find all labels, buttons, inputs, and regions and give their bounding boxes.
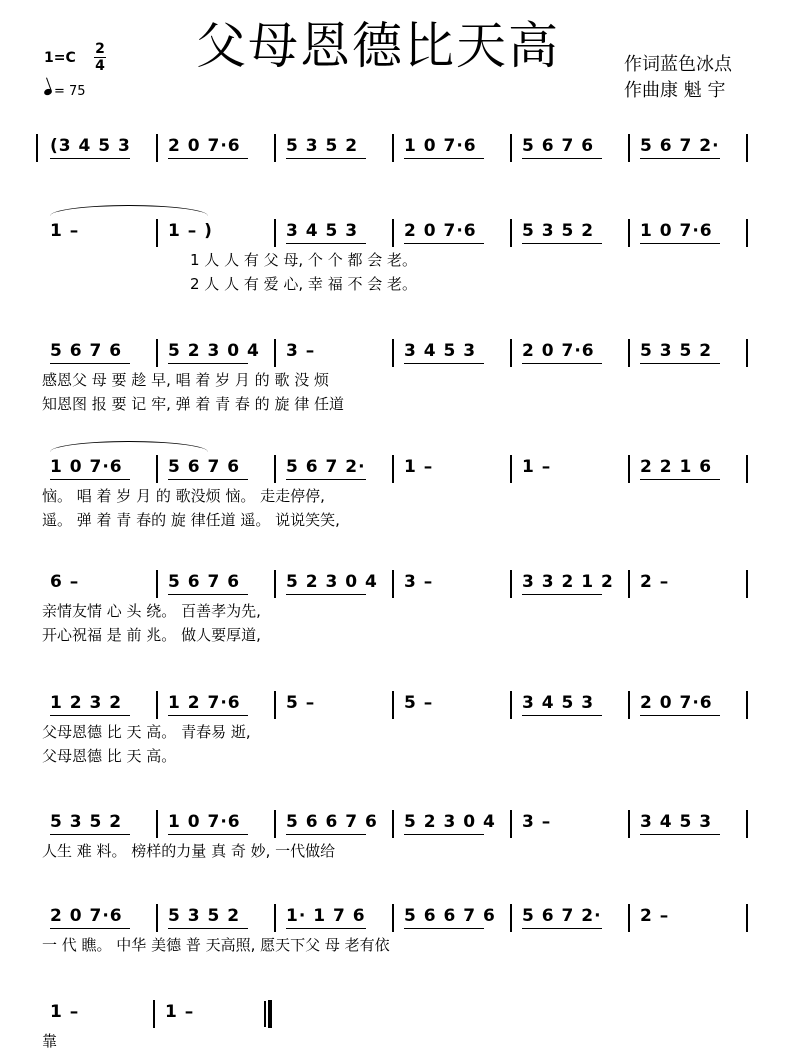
- measure-notes: 1 – ): [168, 221, 213, 241]
- beam-underline: [286, 834, 366, 835]
- lyric-line: 恼。 唱 着 岁 月 的 歌没烦 恼。 走走停停,: [42, 487, 325, 505]
- bar-line: [628, 570, 630, 598]
- beam-underline: [404, 834, 484, 835]
- lyric-line: 靠: [42, 1032, 58, 1050]
- staff-row: [0, 810, 793, 860]
- staff-row: [0, 691, 793, 765]
- measure-notes: 2 0 7·6: [50, 906, 123, 926]
- beam-underline: [522, 715, 602, 716]
- measure-notes: 5 6 7 6: [168, 572, 241, 592]
- bar-line: [36, 134, 38, 162]
- staff-row: [0, 570, 793, 644]
- time-signature: [94, 42, 106, 73]
- measure-notes: 2 0 7·6: [404, 221, 477, 241]
- beam-underline: [522, 158, 602, 159]
- bar-line: [510, 455, 512, 483]
- beam-underline: [286, 158, 366, 159]
- bar-line: [510, 134, 512, 162]
- measure-notes: 5 6 6 7 6: [286, 812, 378, 832]
- lyric-line: 1 人 人 有 父 母, 个 个 都 会 老。: [190, 251, 417, 269]
- bar-line: [274, 219, 276, 247]
- measure-notes: 1· 1 7 6: [286, 906, 366, 926]
- measure-notes: 3 4 5 3: [286, 221, 359, 241]
- measure-notes: 3 4 5 3: [640, 812, 713, 832]
- bar-line: [274, 339, 276, 367]
- bar-line: [274, 810, 276, 838]
- staff-row: [0, 219, 793, 293]
- bar-line: [746, 339, 748, 367]
- bar-line: [628, 134, 630, 162]
- bar-line: [392, 339, 394, 367]
- bar-line: [274, 691, 276, 719]
- bar-line: [746, 219, 748, 247]
- beam-underline: [404, 363, 484, 364]
- beam-underline: [286, 594, 366, 595]
- beam-underline: [286, 243, 366, 244]
- bar-line: [392, 810, 394, 838]
- bar-line: [156, 904, 158, 932]
- measure-notes: 1 0 7·6: [168, 812, 241, 832]
- measure-notes: (3 4 5 3: [50, 136, 131, 156]
- bar-line: [746, 904, 748, 932]
- bar-line: [156, 455, 158, 483]
- beam-underline: [522, 243, 602, 244]
- bar-line: [628, 810, 630, 838]
- bar-line: [746, 810, 748, 838]
- bar-line: [628, 691, 630, 719]
- staff-row: [0, 339, 793, 413]
- measure-notes: 1 2 7·6: [168, 693, 241, 713]
- measure-notes: 1 –: [50, 1002, 80, 1022]
- measure-notes: 5 3 5 2: [286, 136, 359, 156]
- beam-underline: [640, 158, 720, 159]
- bar-line: [274, 570, 276, 598]
- staff-row: [0, 134, 793, 164]
- bar-line: [153, 1000, 155, 1028]
- bar-line: [746, 570, 748, 598]
- measure-notes: 5 6 7 2·: [286, 457, 366, 477]
- lyric-line: 亲情友情 心 头 绕。 百善孝为先,: [42, 602, 261, 620]
- quarter-note-icon: [43, 88, 53, 96]
- measure-notes: 1 2 3 2: [50, 693, 123, 713]
- measure-notes: 5 6 6 7 6: [404, 906, 496, 926]
- song-title: 父母恩德比天高: [196, 17, 560, 75]
- beam-underline: [286, 928, 366, 929]
- measure-notes: 5 –: [404, 693, 434, 713]
- bar-line: [392, 570, 394, 598]
- beam-underline: [640, 834, 720, 835]
- measure-notes: 1 0 7·6: [50, 457, 123, 477]
- lyric-line: 人生 难 料。 榜样的力量 真 奇 妙, 一代做给: [42, 842, 336, 860]
- measure-notes: 5 3 5 2: [168, 906, 241, 926]
- beam-underline: [50, 479, 130, 480]
- measure-notes: 1 –: [50, 221, 80, 241]
- measure-notes: 1 0 7·6: [640, 221, 713, 241]
- staff-row: [0, 1000, 793, 1050]
- lyric-line: 感恩父 母 要 趁 早, 唱 着 岁 月 的 歌 没 烦: [42, 371, 329, 389]
- measure-notes: 5 3 5 2: [522, 221, 595, 241]
- beam-underline: [640, 363, 720, 364]
- lyric-line: 遥。 弹 着 青 春的 旋 律任道 遥。 说说笑笑,: [42, 511, 340, 529]
- bar-line: [628, 219, 630, 247]
- staff-row: [0, 455, 793, 529]
- beam-underline: [404, 158, 484, 159]
- bar-line: [156, 691, 158, 719]
- bar-line: [156, 219, 158, 247]
- measure-notes: 5 3 5 2: [50, 812, 123, 832]
- measure-notes: 3 4 5 3: [404, 341, 477, 361]
- beam-underline: [50, 715, 130, 716]
- bar-line: [156, 810, 158, 838]
- bar-line: [510, 810, 512, 838]
- beam-underline: [286, 479, 366, 480]
- composer-credit: 作曲康 魁 宇: [624, 80, 726, 101]
- staff-row: [0, 904, 793, 954]
- bar-line: [156, 134, 158, 162]
- lyric-line: 开心祝福 是 前 兆。 做人要厚道,: [42, 626, 261, 644]
- bar-line: [156, 339, 158, 367]
- bar-line: [510, 219, 512, 247]
- lyric-line: 父母恩德 比 天 高。 青春易 逝,: [42, 723, 251, 741]
- bar-line: [274, 904, 276, 932]
- bar-line: [268, 1000, 272, 1028]
- measure-notes: 2 –: [640, 572, 670, 592]
- measure-notes: 5 6 7 2·: [522, 906, 602, 926]
- measure-notes: 5 2 3 0 4: [404, 812, 496, 832]
- measure-notes: 2 0 7·6: [522, 341, 595, 361]
- bar-line: [274, 455, 276, 483]
- measure-notes: 3 –: [522, 812, 552, 832]
- measure-notes: 5 6 7 2·: [640, 136, 720, 156]
- measure-notes: 3 4 5 3: [522, 693, 595, 713]
- measure-notes: 5 6 7 6: [168, 457, 241, 477]
- beam-underline: [168, 479, 248, 480]
- measure-notes: 5 2 3 0 4: [168, 341, 260, 361]
- bar-line: [510, 339, 512, 367]
- measure-notes: 1 –: [522, 457, 552, 477]
- bar-line: [746, 134, 748, 162]
- bar-line: [392, 455, 394, 483]
- beam-underline: [50, 158, 130, 159]
- measure-notes: 3 3 2 1 2: [522, 572, 614, 592]
- measure-notes: 2 0 7·6: [640, 693, 713, 713]
- lyricist-credit: 作词蓝色冰点: [624, 54, 732, 75]
- time-signature-bottom: 4: [95, 58, 105, 74]
- measure-notes: 1 –: [165, 1002, 195, 1022]
- measure-notes: 2 0 7·6: [168, 136, 241, 156]
- beam-underline: [640, 715, 720, 716]
- measure-notes: 5 6 7 6: [50, 341, 123, 361]
- slur-mark: [50, 205, 208, 216]
- beam-underline: [168, 715, 248, 716]
- bar-line: [156, 570, 158, 598]
- beam-underline: [404, 243, 484, 244]
- time-signature-top: 2: [95, 41, 105, 57]
- bar-line: [628, 904, 630, 932]
- measure-notes: 3 –: [404, 572, 434, 592]
- lyric-line: 知恩图 报 要 记 牢, 弹 着 青 春 的 旋 律 任道: [42, 395, 344, 413]
- measure-notes: 5 –: [286, 693, 316, 713]
- bar-line: [392, 219, 394, 247]
- bar-line: [746, 691, 748, 719]
- bar-line: [510, 691, 512, 719]
- bar-line: [746, 455, 748, 483]
- measure-notes: 1 –: [404, 457, 434, 477]
- measure-notes: 5 6 7 6: [522, 136, 595, 156]
- beam-underline: [522, 594, 602, 595]
- measure-notes: 5 2 3 0 4: [286, 572, 378, 592]
- tempo-marking: [44, 84, 86, 99]
- bar-line: [628, 339, 630, 367]
- measure-notes: 1 0 7·6: [404, 136, 477, 156]
- beam-underline: [404, 928, 484, 929]
- beam-underline: [522, 363, 602, 364]
- beam-underline: [640, 479, 720, 480]
- beam-underline: [50, 834, 130, 835]
- beam-underline: [168, 158, 248, 159]
- beam-underline: [168, 594, 248, 595]
- measure-notes: 3 –: [286, 341, 316, 361]
- beam-underline: [168, 928, 248, 929]
- measure-notes: 2 2 1 6: [640, 457, 713, 477]
- measure-notes: 2 –: [640, 906, 670, 926]
- measure-notes: 5 3 5 2: [640, 341, 713, 361]
- bar-line: [510, 904, 512, 932]
- beam-underline: [50, 363, 130, 364]
- beam-underline: [168, 834, 248, 835]
- slur-mark: [50, 441, 208, 452]
- beam-underline: [50, 928, 130, 929]
- beam-underline: [168, 363, 248, 364]
- beam-underline: [640, 243, 720, 244]
- beam-underline: [522, 928, 602, 929]
- measure-notes: 6 –: [50, 572, 80, 592]
- bar-line: [510, 570, 512, 598]
- key-signature: 1=C: [44, 50, 76, 66]
- lyric-line: 父母恩德 比 天 高。: [42, 747, 177, 765]
- bar-line: [274, 134, 276, 162]
- bar-line: [628, 455, 630, 483]
- bar-line: [392, 904, 394, 932]
- lyric-line: 一 代 瞧。 中华 美德 普 天高照, 愿天下父 母 老有依: [42, 936, 390, 954]
- bar-line: [392, 691, 394, 719]
- bar-line: [392, 134, 394, 162]
- lyric-line: 2 人 人 有 爱 心, 幸 福 不 会 老。: [190, 275, 417, 293]
- tempo-value: = 75: [54, 84, 86, 99]
